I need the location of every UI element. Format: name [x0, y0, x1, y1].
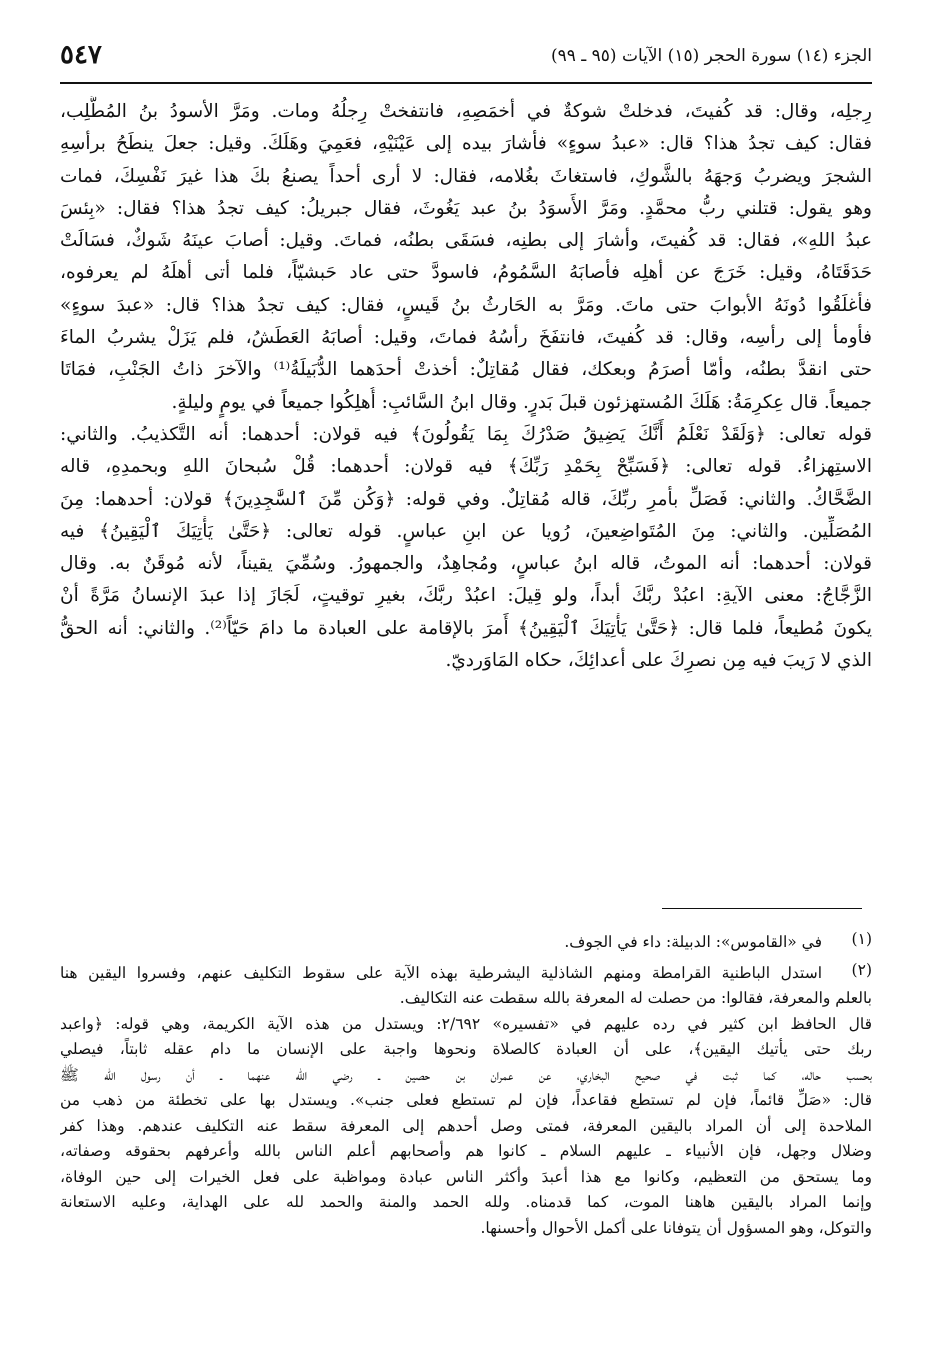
- footnote: [60, 961, 872, 1242]
- footnote-line: وإنما المراد باليقين هاهنا الموت، كما قدمناه. ولله الحمد والمنة والحمد لله على الهداية، وعليه الاستعانة: [60, 1193, 872, 1211]
- footnote-line: وضلال وجهل، فإن الأنبياء ـ عليهم السلام ـ كانوا هم وأصحابهم أعلم الناس بالله وأعرفهم بحقوقه وصفاته،: [60, 1142, 872, 1160]
- footnote-line: في «القاموس»: الدبيلة: داء في الجوف.: [564, 933, 822, 951]
- text-line: الشجرَ ويضربُ وَجهَهُ بالشَّوكِ، فاستغاثَ بغُلامه، فقال: لا أرى أحداً يصنعُ بكَ هذا غيرَ نَفْسِكَ، فمات: [60, 165, 872, 187]
- text-line: وهو يقول: قتلني ربُّ محمَّدٍ. ومَرَّ الأَسوَدُ بنُ عبد يَغُوثَ، فقال جبريلُ: كيف تجدُ هذا؟ فقال: «بِئسَ: [60, 197, 872, 219]
- text-line: فقال: كيف تجدُ هذا؟ قال: «عبدُ سوءٍ» فأشارَ بيده إلى عَيْنَيْهِ، فعَمِيَ وهَلَكَ. وقيل: جعلَ ينطَحُ برأسِهِ: [60, 133, 872, 155]
- header-title: الجزء (١٤) سورة الحجر (١٥) الآيات (٩٥ ـ ٩٩): [550, 46, 872, 66]
- footnote-rule: [662, 908, 862, 909]
- footnote-line: استدل الباطنية القرامطة ومنهم الشاذلية اليشرطية بهذه الآية على سقوط التكليف عنهم، وفسروا اليقين هنا: [60, 963, 822, 982]
- text-line: حتى انقدَّ بطنُه، وأمّا أصرَمُ وبعكك، فقال مُقاتِلٌ: أخذتْ أحدَهما الدُّبَيلَةُ⁽¹⁾ والآخرَ ذاتُ الجَنْبِ، فمَاتَا: [60, 359, 872, 381]
- text-line: فأومأ إلى رأسِه، وقال: قد كُفيتَ، فانتفَخَ رأسُهُ فماتَ، وقيل: أصابَهُ العَطَشُ، فلم يَزَلْ يشربُ الماءَ: [60, 327, 872, 349]
- text-line: قوله تعالى: ﴿وَلَقَدْ نَعْلَمُ أَنَّكَ يَضِيقُ صَدْرُكَ بِمَا يَقُولُونَ﴾ فيه قولان: أحدهما: أنه التَّكذيبُ. والثاني:: [60, 423, 872, 445]
- text-line: فأغلَقُوا دُونَهُ الأبوابَ حتى ماتَ. ومَرَّ به الحَارثُ بنُ قَيسٍ، فقال: كيف تجدُ هذا؟ قال: «عبدَ سوءٍ»: [60, 294, 872, 316]
- footnote-line: ربك حتى يأتيك اليقين﴾، على أن العبادة كالصلاة ونحوها واجبة على الإنسان ما دام عقله ثابتاً، فيصلي: [60, 1040, 872, 1058]
- header-rule: [60, 82, 872, 84]
- text-line: المُصَلِّين. والثاني: مِنَ المُتَواضِعينَ، رُويا عن ابنِ عباسٍ. قوله تعالى: ﴿حَتَّىٰ يَأْتِيَكَ ٱلْيَقِينُ﴾ فيه: [60, 520, 872, 542]
- text-line: الاستِهزاءُ. قوله تعالى: ﴿فَسَبِّحْ بِحَمْدِ رَبِّكَ﴾ فيه قولان: أحدهما: قُلْ سُبحانَ اللهِ وبحمدِهِ، قاله: [60, 456, 872, 478]
- footnote-line: قال: «صَلِّ قائماً، فإن لم تستطع فقاعداً، فإن لم تستطع فعلى جنب». ويستدل بها على تخطئة من ذهب من: [60, 1091, 872, 1109]
- footnote-line: وما يستحق من التعظيم، وكانوا مع هذا أعبدَ وأكثر الناس عبادة ومواظبة على فعل الخيرات إلى حين الوفاة،: [60, 1167, 872, 1186]
- footnote-number: (١): [851, 930, 872, 948]
- footnote-line: والتوكل، وهو المسؤول أن يتوفانا على أكمل الأحوال وأحسنها.: [480, 1218, 872, 1237]
- text-line: قولان: أحدهما: أنه الموتُ، قاله ابنُ عباسٍ، ومُجاهِدٌ، والجمهورُ. وسُمِّيَ يقيناً، لأنه مُوقَنٌ به. وقال: [60, 553, 872, 575]
- text-line: الضَّحَّاكُ. والثاني: فَصَلِّ بأمرِ ربِّكَ، قاله مُقاتِلٌ. وفي قوله: ﴿وَكُن مِّنَ ٱلسَّٰجِدِينَ﴾ قولان: أحدهما: مِنَ: [60, 488, 872, 510]
- footnote-number: (٢): [851, 960, 872, 979]
- footnote-line: قال الحافظ ابن كثير في رده عليهم في «تفسيره» ٢/٦٩٢: ويستدل من هذه الآية الكريمة، وهي قوله: ﴿واعبد: [60, 1014, 872, 1033]
- text-line: الزَّجَّاجُ: معنى الآيةِ: اعبُدْ ربَّكَ أبداً، ولو قِيلَ: اعبُدْ ربَّكَ، بغيرِ توقيتٍ، لَجَازَ إذا عبدَ الإنسانُ مَرَّةً أنْ: [60, 585, 872, 607]
- main-text: [60, 96, 872, 677]
- text-line: رِجلِه، وقال: قد كُفيتَ، فدخلتْ شوكةٌ في أخمَصِهِ، فانتفختْ رِجلُهُ ومات. ومَرَّ الأسودُ بنُ المُطَّلِب،: [60, 101, 872, 122]
- page-number: ٥٤٧: [60, 40, 102, 70]
- footnotes: [60, 930, 872, 1241]
- text-line: الذي لا رَيبَ فيه مِن نصرِكَ على أعدائِكَ، حكاه المَاوَرديّ.: [445, 650, 872, 672]
- text-line: جميعاً. قال عِكرِمَةُ: هَلَكَ المُستهزئون قبلَ بَدرٍ. وقال ابنُ السَّائبِ: أُهلِكُوا جميعاً في يومٍ وليلةٍ.: [171, 391, 872, 413]
- footnote-line: بحسب حاله، كما ثبت في صحيح البخاري، عن عمران بن حصين ـ رضي الله عنهما ـ أن رسول الله ﷺ: [60, 1065, 872, 1084]
- footnote-line: بالعلم والمعرفة، فقالوا: من حصلت له المعرفة بالله سقطت عنه التكاليف.: [399, 989, 872, 1007]
- footnote-line: الملاحدة إلى أن المراد باليقين المعرفة، فمتى وصل أحدهم إلى المعرفة سقط عنه التكليف عندهم. وهذا كفر: [60, 1116, 872, 1135]
- footnote: [60, 930, 872, 956]
- running-header: [60, 40, 872, 80]
- text-line: عبدُ اللهِ»، فقال: قد كُفيتَ، وأشارَ إلى بطنِه، فسَقَى بطنُه، فماتَ. وقيل: أصابَ عينَهُ شَوكٌ، فسَالَتْ: [60, 230, 872, 252]
- text-line: حَدَقَتَاهُ، وقيل: خَرَجَ عن أهلِه فأصابَهُ السَّمُومُ، فاسودَّ حتى عاد حَبشيّاً، فلما أتى أهلَهُ لم يعرفوه،: [60, 262, 872, 284]
- text-line: يكونَ مُطيعاً، فلما قال: ﴿حَتَّىٰ يَأْتِيَكَ ٱلْيَقِينُ﴾ أَمرَ بالإقامة على العبادة ما دامَ حَيّاً⁽²⁾. والثاني: أنه الحقُّ: [60, 617, 872, 639]
